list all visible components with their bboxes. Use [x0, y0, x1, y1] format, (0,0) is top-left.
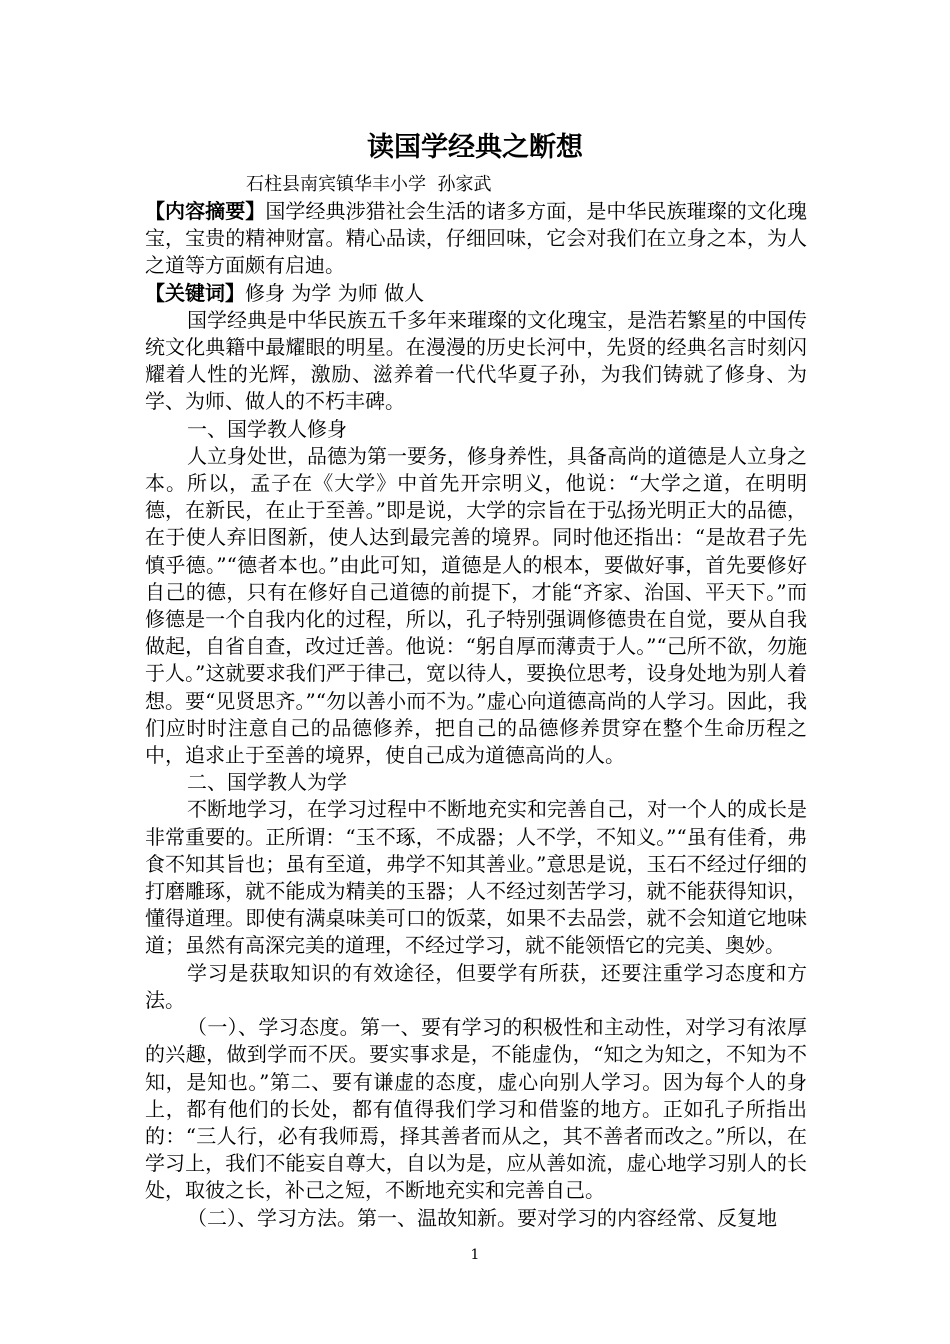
- body-paragraph: （二）、学习方法。第一、温故知新。要对学习的内容经常、反复地: [187, 1205, 777, 1230]
- document-body: [145, 198, 807, 1232]
- page-number: 1: [470, 1247, 480, 1263]
- keywords-label: 【关键词】: [145, 280, 245, 305]
- abstract-paragraph: [145, 198, 807, 280]
- body-paragraph: 人立身处世，品德为第一要务，修身养性，具备高尚的道德是人立身之本。所以，孟子在《大学》中首先开宗明义，他说：“大学之道，在明明德，在新民，在止于至善。”即是说，大学的宗旨在于弘扬光明正大的品德，在于使人弃旧图新，使人达到最完善的境界。同时他还指出：“是故君子先慎乎德。”“德者本也。”由此可知，道德是人的根本，要做好事，首先要修好自己的德，只有在修好自己道德的前提下，才能“齐家、治国、平天下。”而修德是一个自我内化的过程，所以，孔子特别强调修德贵在自觉，要从自我做起，自省自查，改过迁善。他说：“躬自厚而薄责于人。”“己所不欲，勿施于人。”这就要求我们严于律己，宽以待人，要换位思考，设身处地为别人着想。要“见贤思齐。”“勿以善小而不为。”虚心向道德高尚的人学习。因此，我们应时时注意自己的品德修养，把自己的品德修养贯穿在整个生命历程之中，追求止于至善的境界，使自己成为道德高尚的人。: [145, 443, 807, 768]
- author-line: 石柱县南宾镇华丰小学 孙家武: [246, 174, 492, 195]
- body-paragraph: （一）、学习态度。第一、要有学习的积极性和主动性，对学习有浓厚的兴趣，做到学而不厌。要实事求是，不能虚伪，“知之为知之，不知为不知，是知也。”第二、要有谦虚的态度，虚心向别人学习。因为每个人的身上，都有他们的长处，都有值得我们学习和借鉴的地方。正如孔子所指出的：“三人行，必有我师焉，择其善者而从之，其不善者而改之。”所以，在学习上，我们不能妄自尊大，自以为是，应从善如流，虚心地学习别人的长处，取彼之长，补己之短，不断地充实和完善自己。: [145, 1015, 807, 1203]
- document-title: 读国学经典之断想: [367, 132, 583, 163]
- abstract-label: 【内容摘要】: [145, 199, 266, 223]
- body-paragraph: 学习是获取知识的有效途径，但要学有所获，还要注重学习态度和方法。: [145, 960, 807, 1012]
- abstract-text: 国学经典涉猎社会生活的诸多方面，是中华民族璀璨的文化瑰宝，宝贵的精神财富。精心品读，仔细回味，它会对我们在立身之本，为人之道等方面颇有启迪。: [145, 199, 807, 278]
- section-heading-2: 二、国学教人为学: [187, 770, 347, 795]
- body-paragraph: 不断地学习，在学习过程中不断地充实和完善自己，对一个人的成长是非常重要的。正所谓：“玉不琢，不成器；人不学，不知义。”“虽有佳肴，弗食不知其旨也；虽有至道，弗学不知其善业。”意思是说，玉石不经过仔细的打磨雕琢，就不能成为精美的玉器；人不经过刻苦学习，就不能获得知识，懂得道理。即使有满桌味美可口的饭菜，如果不去品尝，就不会知道它地味道；虽然有高深完美的道理，不经过学习，就不能领悟它的完美、奥妙。: [145, 797, 807, 958]
- section-heading-1: 一、国学教人修身: [187, 416, 347, 441]
- keywords-paragraph: [145, 280, 807, 307]
- intro-paragraph: 国学经典是中华民族五千多年来璀璨的文化瑰宝，是浩若繁星的中国传统文化典籍中最耀眼的明星。在漫漫的历史长河中，先贤的经典名言时刻闪耀着人性的光辉，激励、滋养着一代代华夏子孙，为我们铸就了修身、为学、为师、做人的不朽丰碑。: [145, 307, 807, 414]
- keywords-text: 修身 为学 为师 做人: [245, 280, 425, 305]
